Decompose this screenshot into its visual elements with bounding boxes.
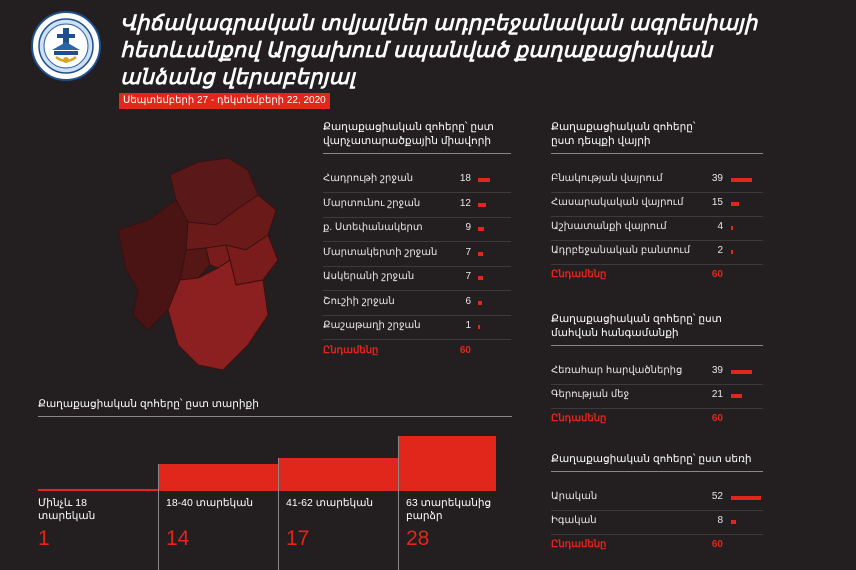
table-row <box>551 192 763 217</box>
page-title: Վիճակագրական տվյալներ ադրբեջանական ագրեսիայի հետևանքով Արցախում սպանված քաղաքացիական անձանց վերաբերյալ <box>120 12 758 89</box>
bar <box>478 227 484 231</box>
value-label: 4 <box>717 221 723 232</box>
value-label: 39 <box>711 365 723 376</box>
category-label: Գերության մեջ <box>551 389 630 400</box>
total-row <box>551 264 763 288</box>
age-group-value: 1 <box>38 527 50 550</box>
value-label: 7 <box>465 246 471 258</box>
total-row <box>323 340 511 364</box>
category-label: Ադրբեջանական բանտում <box>551 245 691 256</box>
divider <box>323 153 511 154</box>
value-label: 8 <box>717 515 723 526</box>
category-label: Հադրութի շրջան <box>323 173 414 184</box>
age-bar <box>38 489 158 491</box>
age-group-value: 28 <box>406 527 430 550</box>
total-label: Ընդամենը <box>551 269 607 280</box>
value-label: 1 <box>465 320 471 331</box>
section-title: Քաղաքացիական զոհերը՝ ըստ սեռի <box>551 453 752 465</box>
category-label: Արական <box>551 491 598 502</box>
bar <box>731 250 733 254</box>
column-divider <box>158 464 159 570</box>
bar <box>478 276 483 280</box>
section-by-admin-unit <box>323 120 511 368</box>
total-row <box>551 408 763 432</box>
divider <box>551 153 763 154</box>
column-divider <box>278 458 279 570</box>
age-section-title: Քաղաքացիական զոհերը՝ ըստ տարիքի <box>38 398 259 410</box>
value-label: 7 <box>465 271 471 282</box>
bar <box>731 496 761 500</box>
category-label: Շուշիի շրջան <box>323 295 395 307</box>
age-bar <box>279 458 398 491</box>
table-row <box>323 315 511 340</box>
total-value: 60 <box>711 413 723 424</box>
value-label: 2 <box>717 245 723 256</box>
section-title: Քաղաքացիական զոհերը՝ ըստ մահվան հանգամանքի <box>551 313 722 339</box>
bar <box>731 370 752 374</box>
section-by-place <box>551 120 763 293</box>
table-row <box>551 168 763 193</box>
table-row <box>323 291 511 316</box>
value-label: 12 <box>459 197 471 209</box>
category-label: Ասկերանի շրջան <box>323 271 415 282</box>
total-value: 60 <box>711 539 723 550</box>
total-label: Ընդամենը <box>551 539 607 550</box>
bar <box>478 178 490 182</box>
table-row <box>551 384 763 409</box>
category-label: Մարտակերտի շրջան <box>323 246 438 258</box>
total-label: Ընդամենը <box>323 344 379 356</box>
category-label: Աշխատանքի վայրում <box>551 221 667 232</box>
value-label: 21 <box>711 389 723 400</box>
section-by-sex <box>551 452 763 561</box>
bar <box>731 226 733 230</box>
bar <box>478 301 482 305</box>
value-label: 52 <box>711 491 723 502</box>
value-label: 39 <box>711 173 723 184</box>
total-value: 60 <box>711 269 723 280</box>
age-chart <box>38 417 512 570</box>
value-label: 6 <box>465 295 471 307</box>
category-label: Բնակության վայրում <box>551 173 663 184</box>
bar <box>478 325 480 329</box>
bar <box>731 202 739 206</box>
category-label: Քաշաթաղի շրջան <box>323 320 421 331</box>
value-label: 18 <box>459 173 471 184</box>
category-label: Մարտունու շրջան <box>323 197 421 209</box>
divider <box>551 471 763 472</box>
section-title: Քաղաքացիական զոհերը՝ ըստ դեպքի վայրի <box>551 121 696 147</box>
divider <box>551 345 763 346</box>
emblem-logo <box>30 10 102 82</box>
table-row <box>323 193 511 218</box>
age-group-label: 18-40 տարեկան <box>166 497 254 509</box>
table-row <box>551 240 763 265</box>
age-group-value: 17 <box>286 527 310 550</box>
bar <box>478 203 486 207</box>
age-bar <box>399 436 496 491</box>
column-divider <box>398 436 399 570</box>
table-row <box>551 360 763 385</box>
table-row <box>323 242 511 267</box>
bar <box>731 520 736 524</box>
table-row <box>551 510 763 535</box>
section-title: Քաղաքացիական զոհերը՝ ըստ վարչատարածքային միավորի <box>323 121 494 147</box>
value-label: 15 <box>711 197 723 208</box>
date-range-badge: Սեպտեմբերի 27 - դեկտեմբերի 22, 2020 <box>119 93 330 109</box>
age-group-label: 41-62 տարեկան <box>286 497 374 509</box>
total-value: 60 <box>459 344 471 356</box>
category-label: Հասարակական վայրում <box>551 197 684 208</box>
age-bar <box>159 464 278 492</box>
category-label: Իգական <box>551 515 597 526</box>
table-row <box>323 217 511 242</box>
table-row <box>323 266 511 291</box>
artsakh-region-map <box>118 140 288 380</box>
bar <box>478 252 483 256</box>
age-group-label: 63 տարեկանից բարձր <box>406 497 492 522</box>
total-label: Ընդամենը <box>551 413 607 424</box>
age-group-value: 14 <box>166 527 190 550</box>
category-label: Հեռահար հարվածներից <box>551 365 683 376</box>
table-row <box>551 216 763 241</box>
category-label: ք. Ստեփանակերտ <box>323 222 423 233</box>
total-row <box>551 534 763 558</box>
value-label: 9 <box>465 222 471 233</box>
bar <box>731 394 742 398</box>
section-by-circumstance <box>551 312 763 435</box>
table-row <box>323 168 511 193</box>
age-group-label: Մինչև 18 տարեկան <box>38 497 96 522</box>
bar <box>731 178 752 182</box>
table-row <box>551 486 763 511</box>
